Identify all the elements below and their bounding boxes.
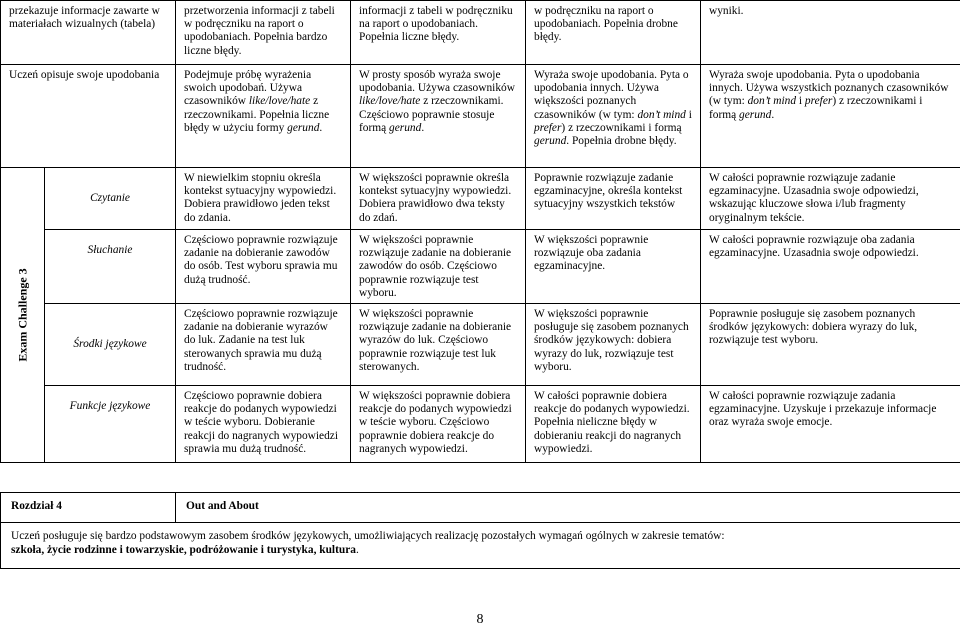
table-row (1, 386, 960, 463)
skill-name: Funkcje językowe (45, 386, 176, 463)
chapter-title: Out and About (176, 493, 960, 523)
grade-cell: przetworzenia informacji z tabeli w podręczniku na raport o upodobaniach. Popełnia bardzo liczne błędy. (176, 1, 351, 65)
grade-cell: W większości poprawnie rozwiązuje oba zadania egzaminacyjne. (526, 230, 701, 304)
grade-cell: informacji z tabeli w podręczniku na raport o upodobaniach. Popełnia liczne błędy. (351, 1, 526, 65)
exam-section-label: Exam Challenge 3 (1, 168, 45, 463)
grade-cell: Częściowo poprawnie rozwiązuje zadanie na dobieranie zawodów do osób. Test wyboru sprawia mu dużą trudność. (176, 230, 351, 304)
grade-cell: W prosty sposób wyraża swoje upodobania. Używa czasowników like/love/hate z rzeczownikami. Częściowo poprawnie stosuje formą gerund. (351, 65, 526, 168)
chapter-topics: szkoła, życie rodzinne i towarzyskie, podróżowanie i turystyka, kultura (11, 544, 356, 556)
table-row (1, 230, 960, 304)
table-row (1, 168, 960, 230)
grade-cell: Częściowo poprawnie dobiera reakcje do podanych wypowiedzi w teście wyboru. Dobieranie reakcji do nagranych wypowiedzi sprawia mu dużą trudność. (176, 386, 351, 463)
table-row (1, 65, 960, 168)
criterion-cell: Uczeń opisuje swoje upodobania (1, 65, 176, 168)
grade-cell: W większości poprawnie dobiera reakcje do podanych wypowiedzi w teście wyboru. Częściowo poprawnie dobiera reakcje do nagranych wypowiedzi. (351, 386, 526, 463)
grade-cell: Poprawnie posługuje się zasobem poznanych środków językowych: dobiera wyrazy do luk, rozwiązuje test wyboru. (701, 304, 960, 386)
page-number: 8 (476, 612, 484, 627)
grade-cell: W większości poprawnie rozwiązuje zadanie na dobieranie zawodów do osób. Częściowo poprawnie rozwiązuje test wyboru. (351, 230, 526, 304)
grade-cell: W większości poprawnie określa kontekst sytuacyjny wypowiedzi. Dobiera prawidłowo dwa teksty do zdań. (351, 168, 526, 230)
skill-name: Środki językowe (45, 304, 176, 386)
grade-cell: W całości poprawnie rozwiązuje oba zadania egzaminacyjne. Uzasadnia swoje odpowiedzi. (701, 230, 960, 304)
grade-cell: w podręczniku na raport o upodobaniach. Popełnia drobne błędy. (526, 1, 701, 65)
grade-cell: Wyraża swoje upodobania. Pyta o upodobania innych. Używa wszystkich poznanych czasowników (w tym: don’t mind i prefer) z rzeczownikami i formą gerund. (701, 65, 960, 168)
grade-cell: wyniki. (701, 1, 960, 65)
grade-cell: Podejmuje próbę wyrażenia swoich upodobań. Używa czasowników like/love/hate z rzeczownikami. Popełnia liczne błędy w użyciu formy gerund. (176, 65, 351, 168)
chapter-label: Rozdział 4 (1, 493, 176, 523)
table-row (1, 304, 960, 386)
grade-cell: Wyraża swoje upodobania. Pyta o upodobania innych. Używa większości poznanych czasowników (w tym: don’t mind i prefer) z rzeczownikami i formą gerund. Popełnia drobne błędy. (526, 65, 701, 168)
grade-cell: W całości poprawnie rozwiązuje zadania egzaminacyjne. Uzyskuje i przekazuje informacje oraz wyraża swoje emocje. (701, 386, 960, 463)
grade-cell: W niewielkim stopniu określa kontekst sytuacyjny wypowiedzi. Dobiera prawidłowo jeden tekst do zdania. (176, 168, 351, 230)
table-row (1, 493, 960, 523)
grade-cell: W większości poprawnie posługuje się zasobem poznanych środków językowych: dobiera wyrazy do luk, rozwiązuje test wyboru. (526, 304, 701, 386)
grade-cell: W większości poprawnie rozwiązuje zadanie na dobieranie wyrazów do luk. Częściowo poprawnie rozwiązuje test luk sterowanych. (351, 304, 526, 386)
chapter-table (0, 492, 960, 569)
criterion-cell: przekazuje informacje zawarte w materiałach wizualnych (tabela) (1, 1, 176, 65)
skill-name: Czytanie (45, 168, 176, 230)
grade-cell: Częściowo poprawnie rozwiązuje zadanie na dobieranie wyrazów do luk. Zadanie na test luk sterowanych sprawia mu dużą trudność. (176, 304, 351, 386)
table-row (1, 1, 960, 65)
grade-cell: W całości poprawnie dobiera reakcje do podanych wypowiedzi. Popełnia nieliczne błędy w dobieraniu reakcji do nagranych wypowiedzi. (526, 386, 701, 463)
grade-cell: W całości poprawnie rozwiązuje zadanie egzaminacyjne. Uzasadnia swoje odpowiedzi, wskazując kluczowe słowa i/lub fragmenty oryginalnym tekście. (701, 168, 960, 230)
chapter-description: Uczeń posługuje się bardzo podstawowym zasobem środków językowych, umożliwiających realizację pozostałych wymagań ogólnych w zakresie tematów: szkoła, życie rodzinne i towarzyskie, podróżowanie i turystyka, kultura. (1, 523, 960, 569)
grade-cell: Poprawnie rozwiązuje zadanie egzaminacyjne, określa kontekst sytuacyjny wszystkich tekstów (526, 168, 701, 230)
table-row (1, 523, 960, 569)
skill-name: Słuchanie (45, 230, 176, 304)
